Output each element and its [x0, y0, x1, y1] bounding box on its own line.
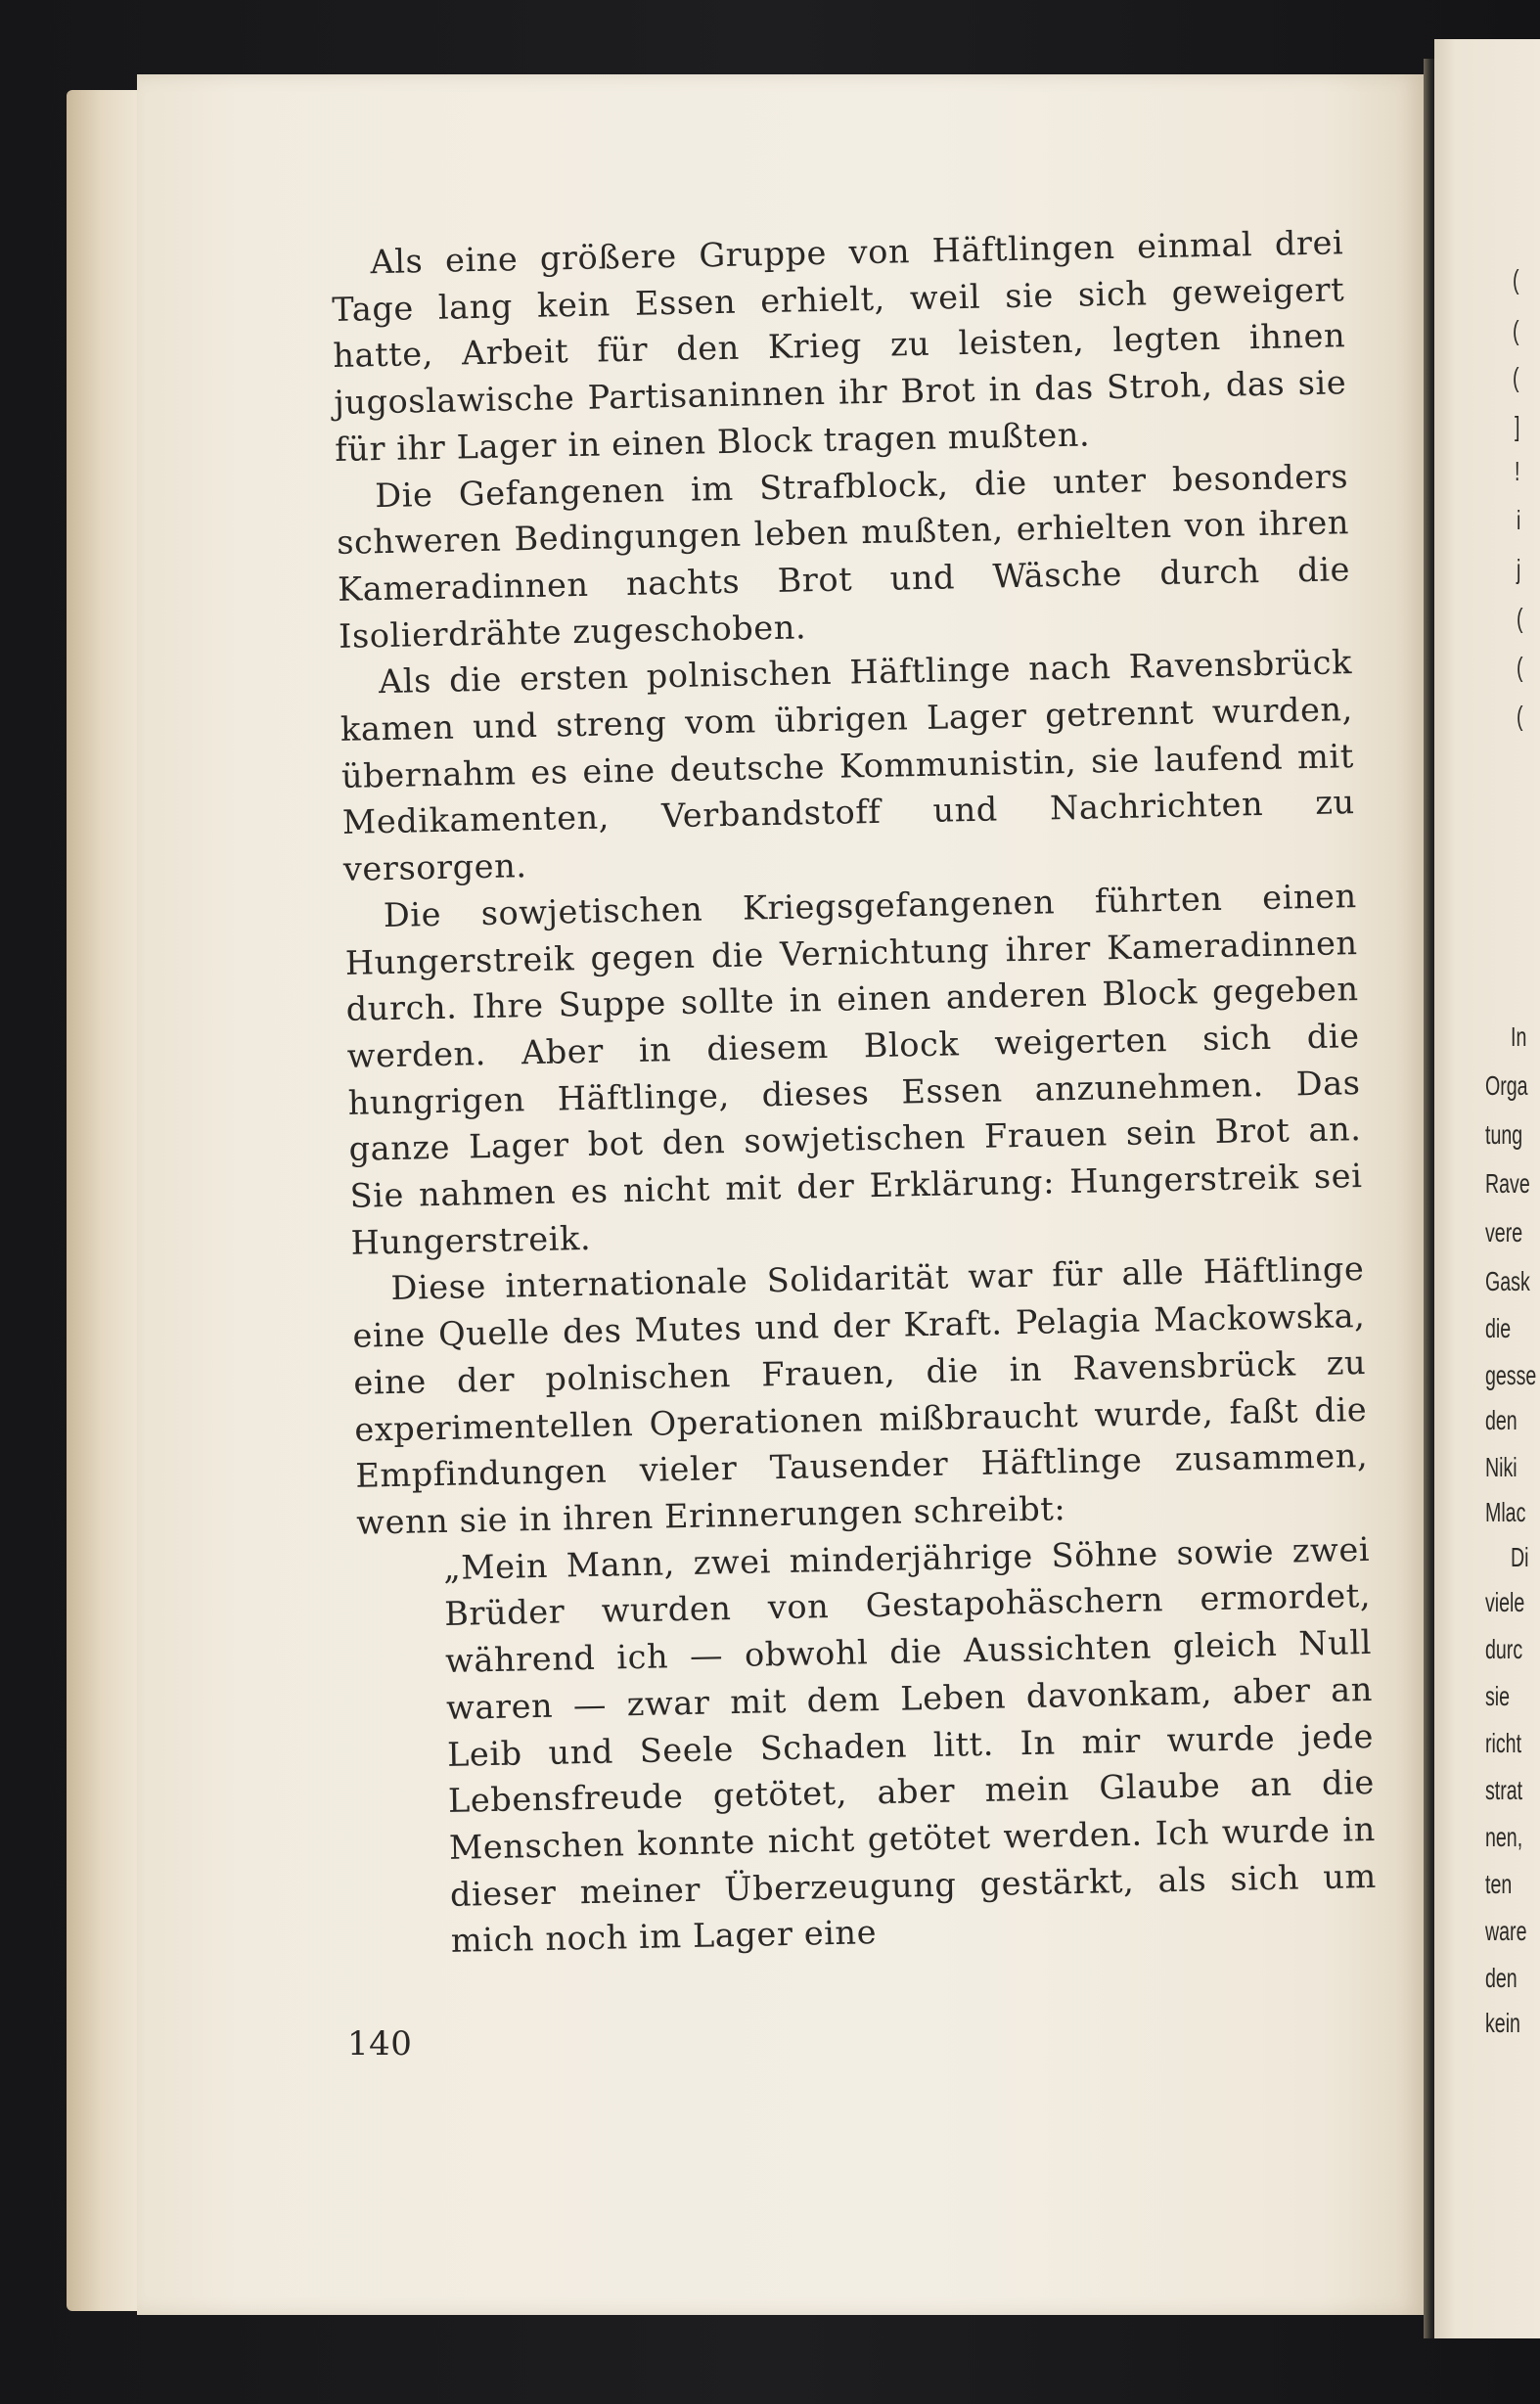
- edge-mark: (: [1513, 315, 1519, 345]
- edge-mark: (: [1513, 264, 1519, 295]
- right-line-fragment: gesse: [1485, 1360, 1537, 1390]
- paragraph-1: Als eine größere Gruppe von Häftlingen einmal drei Tage lang kein Essen erhielt, weil sie sich geweigert hatte, Arbeit für den Krieg zu leisten, legten ihnen jugoslawische Partisaninnen ihr Brot in das Stroh, das sie für ihr Lager in einen Block tragen mußten.: [332, 223, 1347, 469]
- edge-mark: !: [1515, 456, 1520, 486]
- right-line-fragment: strat: [1485, 1775, 1523, 1805]
- paragraph-3: Als die ersten polnischen Häftlinge nach Ravensbrück kamen und streng vom übrigen Lager getrennt wurden, übernahm es eine deutsche Kommunistin, sie laufend mit Medikamenten, Verbandstoff und Nachrichten zu versorgen.: [340, 643, 1356, 889]
- page-number: 140: [347, 2024, 413, 2064]
- right-line-fragment: Di: [1511, 1542, 1529, 1572]
- right-book-page-edge: [1434, 39, 1540, 2338]
- block-quote: „Mein Mann, zwei minderjährige Söhne sowie zwei Brüder wurden von Gestapohäschern ermordet, während ich — obwohl die Aussichten gleich Null waren — zwar mit dem Leben davonkam, aber an Leib und Seele Schaden litt. In mir wurde jede Lebensfreude getötet, aber mein Glaube an die Menschen konnte nicht getötet werden. Ich wurde in dieser meiner Überzeugung gestärkt, als sich um mich noch im Lager eine: [442, 1529, 1378, 1961]
- right-line-fragment: den: [1485, 1405, 1517, 1435]
- paragraph-2: Die Gefangenen im Strafblock, die unter besonders schweren Bedingungen leben mußten, erhielten von ihren Kameradinnen nachts Brot und Wäsche durch die Isolierdrähte zugeschoben.: [336, 456, 1351, 656]
- edge-mark: (: [1517, 603, 1523, 633]
- right-line-fragment: vere: [1485, 1217, 1523, 1247]
- right-line-fragment: nen,: [1485, 1822, 1523, 1852]
- edge-mark: i: [1517, 505, 1521, 535]
- right-line-fragment: ware: [1485, 1916, 1527, 1946]
- right-line-fragment: richt: [1485, 1728, 1522, 1758]
- page-body-text: [331, 219, 1378, 1966]
- right-line-fragment: viele: [1485, 1587, 1525, 1617]
- edge-mark: (: [1517, 652, 1523, 682]
- right-line-fragment: Mlac: [1485, 1497, 1526, 1527]
- right-line-fragment: den: [1485, 1963, 1517, 1993]
- right-line-fragment: In: [1511, 1021, 1527, 1052]
- right-line-fragment: Orga: [1485, 1070, 1528, 1101]
- right-line-fragment: Gask: [1485, 1266, 1530, 1296]
- right-line-fragment: Rave: [1485, 1168, 1530, 1199]
- paragraph-4: Die sowjetischen Kriegsgefangenen führten einen Hungerstreik gegen die Vernichtung ihrer Kameradinnen durch. Ihre Suppe sollte in einen anderen Block gegeben werden. Aber in diesem Block weigerten sich die hungrigen Häftlinge, dieses Essen anzunehmen. Das ganze Lager bot den sowjetischen Frauen sein Brot an. Sie nahmen es nicht mit der Erklärung: Hungerstreik sei Hungerstreik.: [344, 876, 1363, 1262]
- right-line-fragment: kein: [1485, 2008, 1520, 2038]
- edge-mark: j: [1517, 554, 1521, 584]
- edge-mark: ]: [1515, 411, 1520, 441]
- right-line-fragment: Niki: [1485, 1452, 1517, 1482]
- edge-mark: (: [1517, 701, 1523, 731]
- edge-mark: (: [1513, 362, 1519, 392]
- right-line-fragment: durc: [1485, 1634, 1523, 1664]
- right-line-fragment: die: [1485, 1313, 1512, 1343]
- paragraph-5: Diese internationale Solidarität war für alle Häftlinge eine Quelle des Mutes und der Kraft. Pelagia Mackowska, eine der polnischen Frauen, die in Ravensbrück zu experimentellen Operationen mißbraucht wurde, faßt die Empfindungen vieler Tausender Häftlinge zusammen, wenn sie in ihren Erinnerungen schreibt:: [352, 1249, 1369, 1542]
- right-line-fragment: ten: [1485, 1869, 1513, 1899]
- right-line-fragment: sie: [1485, 1681, 1511, 1711]
- right-line-fragment: tung: [1485, 1119, 1523, 1150]
